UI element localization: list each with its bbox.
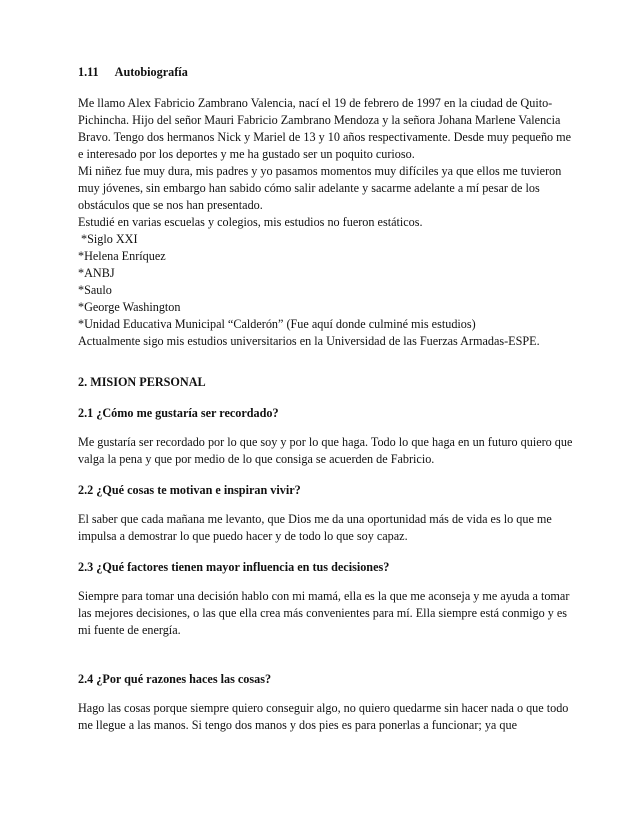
answer-paragraph: Hago las cosas porque siempre quiero conseguir algo, no quiero quedarme sin hacer nada o que todo me llegue a las manos. Si tengo dos manos y dos pies es para ponerlas a funcionar; ya que: [78, 701, 569, 732]
question-heading: 2.1 ¿Cómo me gustaría ser recordado?: [78, 406, 279, 420]
school-list: [78, 231, 578, 333]
question-heading: 2.2 ¿Qué cosas te motivan e inspiran vivir?: [78, 483, 301, 497]
school-item: *Saulo: [78, 283, 112, 297]
mission-heading: 2. MISION PERSONAL: [78, 375, 206, 389]
school-item: *Siglo XXI: [81, 232, 138, 246]
school-item: *Unidad Educativa Municipal “Calderón” (Fue aquí donde culminé mis estudios): [78, 317, 476, 331]
school-item: *George Washington: [78, 300, 181, 314]
school-item: *ANBJ: [78, 266, 115, 280]
school-item: *Helena Enríquez: [78, 249, 166, 263]
document-content: [78, 64, 578, 734]
section-number: 1.11: [78, 65, 99, 79]
answer-paragraph: Me gustaría ser recordado por lo que soy y por lo que haga. Todo lo que haga en un futuro quiero que valga la pena y que por medio de lo que consiga se acuerden de Fabricio.: [78, 435, 573, 466]
section-title: Autobiografía: [114, 65, 188, 79]
question-heading: 2.3 ¿Qué factores tienen mayor influencia en tus decisiones?: [78, 560, 390, 574]
answer-paragraph: El saber que cada mañana me levanto, que Dios me da una oportunidad más de vida es lo que me impulsa a demostrar lo que puedo hacer y de todo lo que soy capaz.: [78, 512, 552, 543]
section-heading-autobiografia: [78, 64, 578, 81]
autobiography-paragraph-4: Actualmente sigo mis estudios universitarios en la Universidad de las Fuerzas Armadas-ESPE.: [78, 334, 540, 348]
autobiography-paragraph-1: Me llamo Alex Fabricio Zambrano Valencia, nací el 19 de febrero de 1997 en la ciudad de Quito-Pichincha. Hijo del señor Mauri Fabricio Zambrano Mendoza y la señora Johana Marlene Valencia Bravo. Tengo dos hermanos Nick y Mariel de 13 y 10 años respectivamente. Desde muy pequeño me e interesado por los deportes y me ha gustado ser un poquito curioso.: [78, 96, 572, 161]
question-heading: 2.4 ¿Por qué razones haces las cosas?: [78, 672, 272, 686]
autobiography-paragraph-3: Estudié en varias escuelas y colegios, mis estudios no fueron estáticos.: [78, 215, 423, 229]
autobiography-paragraph-2: Mi niñez fue muy dura, mis padres y yo pasamos momentos muy difíciles ya que ellos me tuvieron muy jóvenes, sin embargo han sabido cómo salir adelante y sacarme adelante a mí pesar de los obstáculos que se nos han presentado.: [78, 164, 562, 212]
answer-paragraph: Siempre para tomar una decisión hablo con mi mamá, ella es la que me aconseja y me ayuda a tomar las mejores decisiones, o las que ella crea más convenientes para mí. Ella siempre está conmigo y es mi fuente de energía.: [78, 589, 570, 637]
